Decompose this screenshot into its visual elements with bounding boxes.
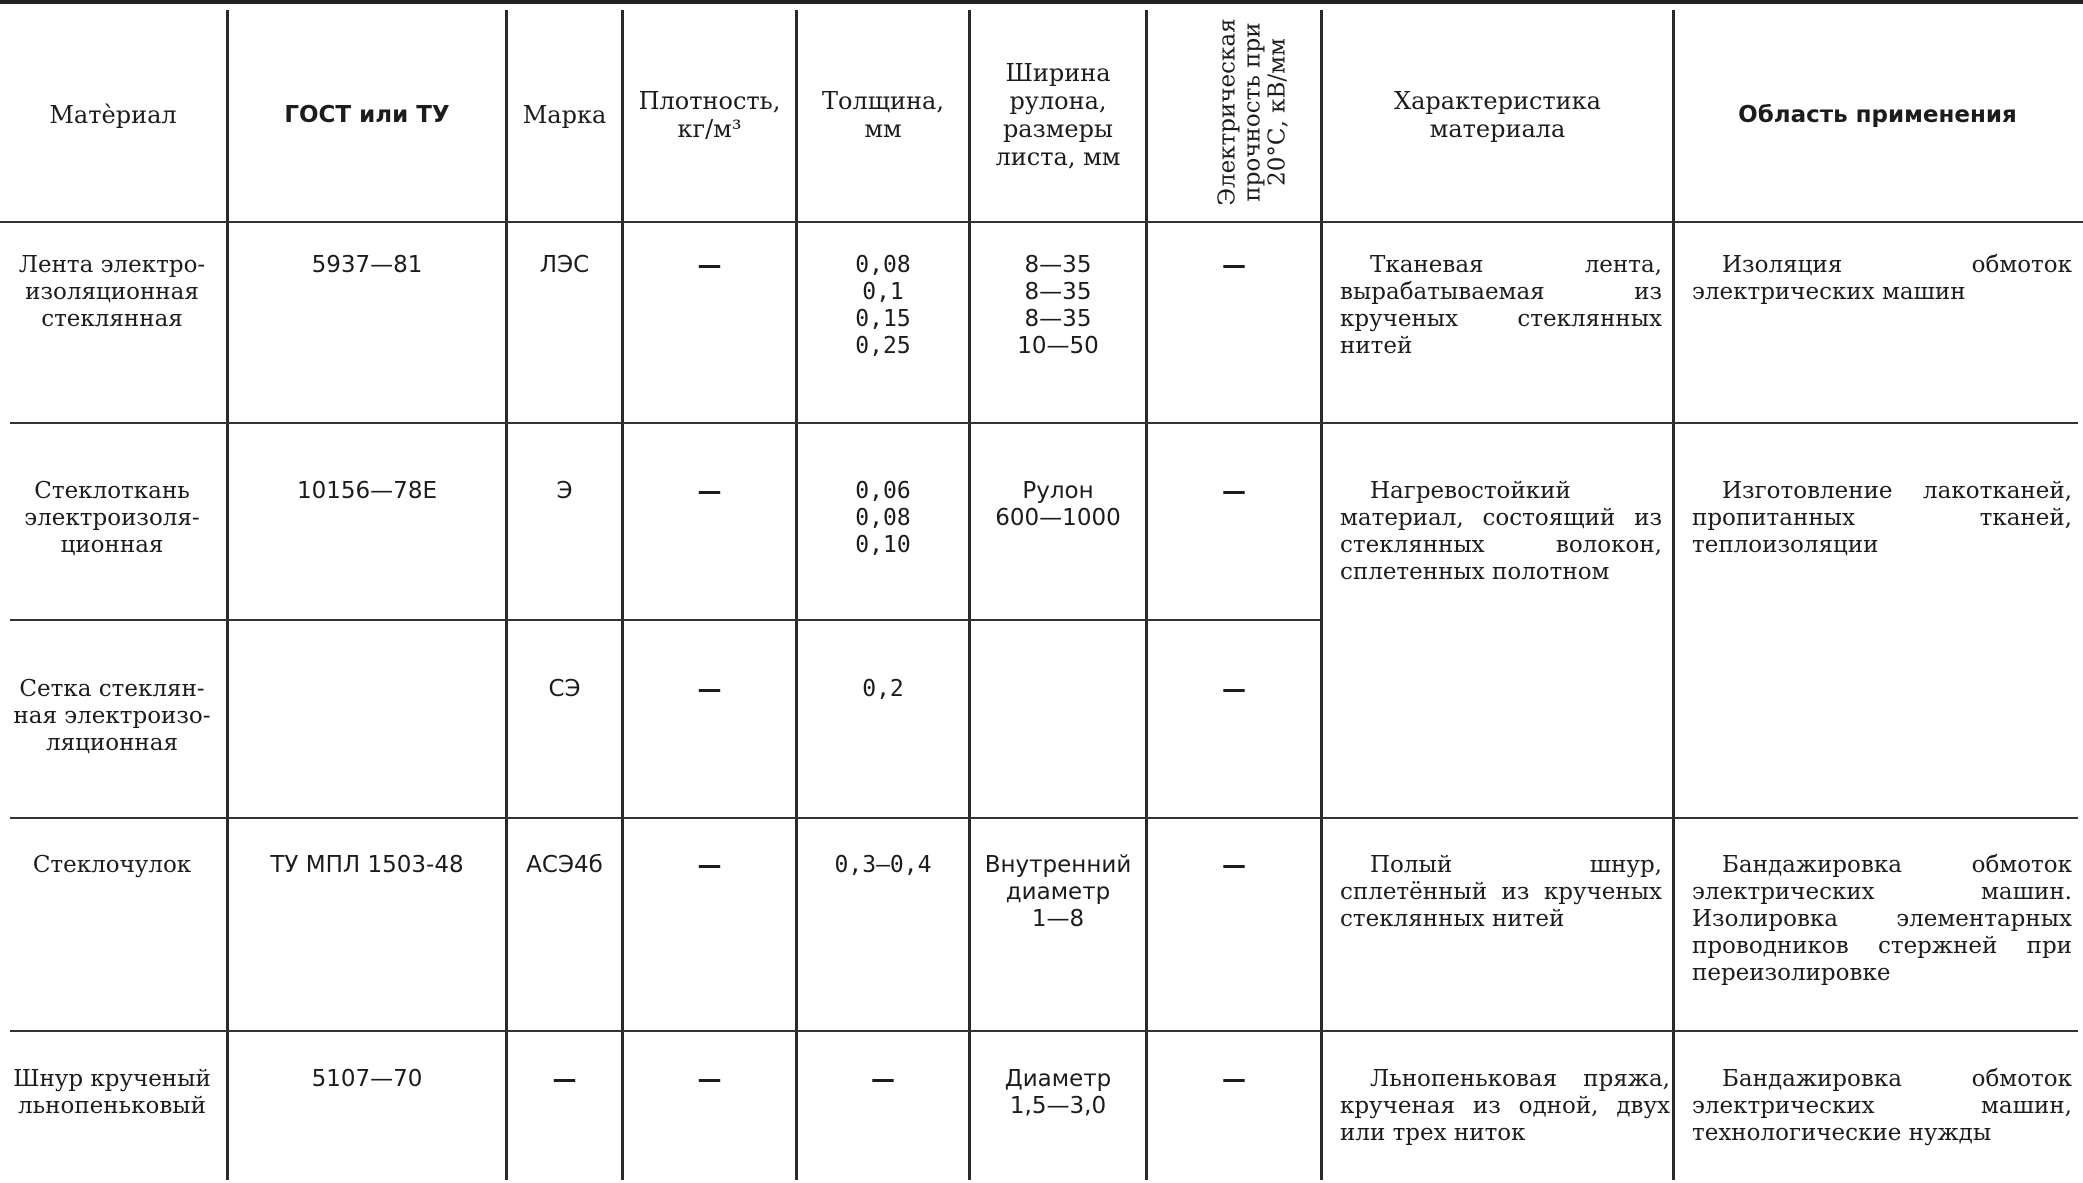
row5-characteristic: Льнопеньковая пряжа, крученая из одной, двух или трех ниток — [1340, 1066, 1670, 1146]
row4-density: — — [697, 851, 722, 879]
row-divider — [10, 619, 1320, 621]
row2-width: Рулон 600—1000 — [995, 478, 1121, 531]
row5-brand: — — [552, 1065, 577, 1093]
row5-thickness: — — [871, 1065, 895, 1093]
row4-application: Бандажировка обмоток электрических машин. Изолировка элементарных проводников стержней при переизолировке — [1692, 852, 2072, 986]
row-divider — [10, 422, 2078, 424]
row3-material: Сетка стеклян- ная электроизо- ляционная — [13, 676, 211, 756]
header-brand: Марка — [522, 101, 607, 129]
header-strength — [1186, 12, 1320, 212]
header-bottom-rule — [0, 221, 2083, 223]
row-divider — [10, 1030, 2078, 1032]
row1-gost: 5937—81 — [311, 252, 423, 278]
row2-brand: Э — [556, 478, 573, 504]
row1-material: Лента электро- изоляционная стеклянная — [18, 252, 206, 332]
row2-material: Стеклоткань электроизоля- ционная — [24, 478, 200, 558]
header-characteristic: Характеристика материала — [1394, 87, 1601, 143]
header-density: Плотность, кг/м³ — [638, 87, 781, 143]
row1-thickness: 0,08 0,1 0,15 0,25 — [855, 252, 911, 359]
row1-brand: ЛЭС — [539, 252, 590, 278]
header-thickness: Толщина, мм — [822, 87, 944, 143]
row5-material: Шнур крученый льнопеньковый — [13, 1066, 211, 1119]
row3-brand: СЭ — [548, 676, 581, 702]
row4-strength: — — [1222, 851, 1246, 879]
row-divider — [10, 817, 2078, 819]
row5-gost: 5107—70 — [311, 1066, 423, 1092]
row1-strength: — — [1222, 251, 1246, 279]
row1-characteristic: Тканевая лента, вырабатываемая из крученых стеклянных нитей — [1340, 252, 1662, 359]
row4-characteristic: Полый шнур, сплетённый из крученых стеклянных нитей — [1340, 852, 1662, 932]
row2-strength: — — [1222, 477, 1246, 505]
column-divider — [1145, 10, 1148, 1180]
row4-width: Внутренний диаметр 1—8 — [984, 852, 1132, 932]
row3-strength: — — [1222, 675, 1246, 703]
header-strength-text: Электрическая прочность при 20°С, кВ/мм — [1214, 18, 1291, 206]
row4-gost: ТУ МПЛ 1503-48 — [270, 852, 464, 878]
row5-width: Диаметр 1,5—3,0 — [1004, 1066, 1112, 1119]
row4-material: Стеклочулок — [32, 852, 192, 878]
row2-characteristic: Нагревостойкий материал, состоящий из стеклянных волокон, сплетенных полотном — [1340, 478, 1662, 585]
header-width: Ширина рулона, размеры листа, мм — [995, 59, 1121, 171]
row1-density: — — [697, 251, 722, 279]
header-gost: ГОСТ или ТУ — [284, 102, 450, 128]
row3-thickness: 0,2 — [862, 676, 904, 702]
row2-application: Изготовление лакотканей, пропитанных тканей, теплоизоляции — [1692, 478, 2072, 558]
header-application: Область применения — [1738, 102, 2017, 128]
row2-density: — — [697, 477, 722, 505]
row5-strength: — — [1222, 1065, 1246, 1093]
row4-brand: АСЭ4б — [526, 852, 603, 878]
table-top-rule — [0, 0, 2083, 4]
row1-width: 8—35 8—35 8—35 10—50 — [1017, 252, 1099, 359]
row5-density: — — [697, 1065, 722, 1093]
header-material: Матѐриал — [49, 101, 177, 129]
row4-thickness: 0,3—0,4 — [834, 852, 932, 878]
row1-application: Изоляция обмоток электрических машин — [1692, 252, 2072, 305]
row2-gost: 10156—78Е — [297, 478, 437, 504]
row5-application: Бандажировка обмоток электрических машин, технологические нужды — [1692, 1066, 2072, 1146]
row3-density: — — [697, 675, 722, 703]
row2-thickness: 0,06 0,08 0,10 — [855, 478, 911, 558]
